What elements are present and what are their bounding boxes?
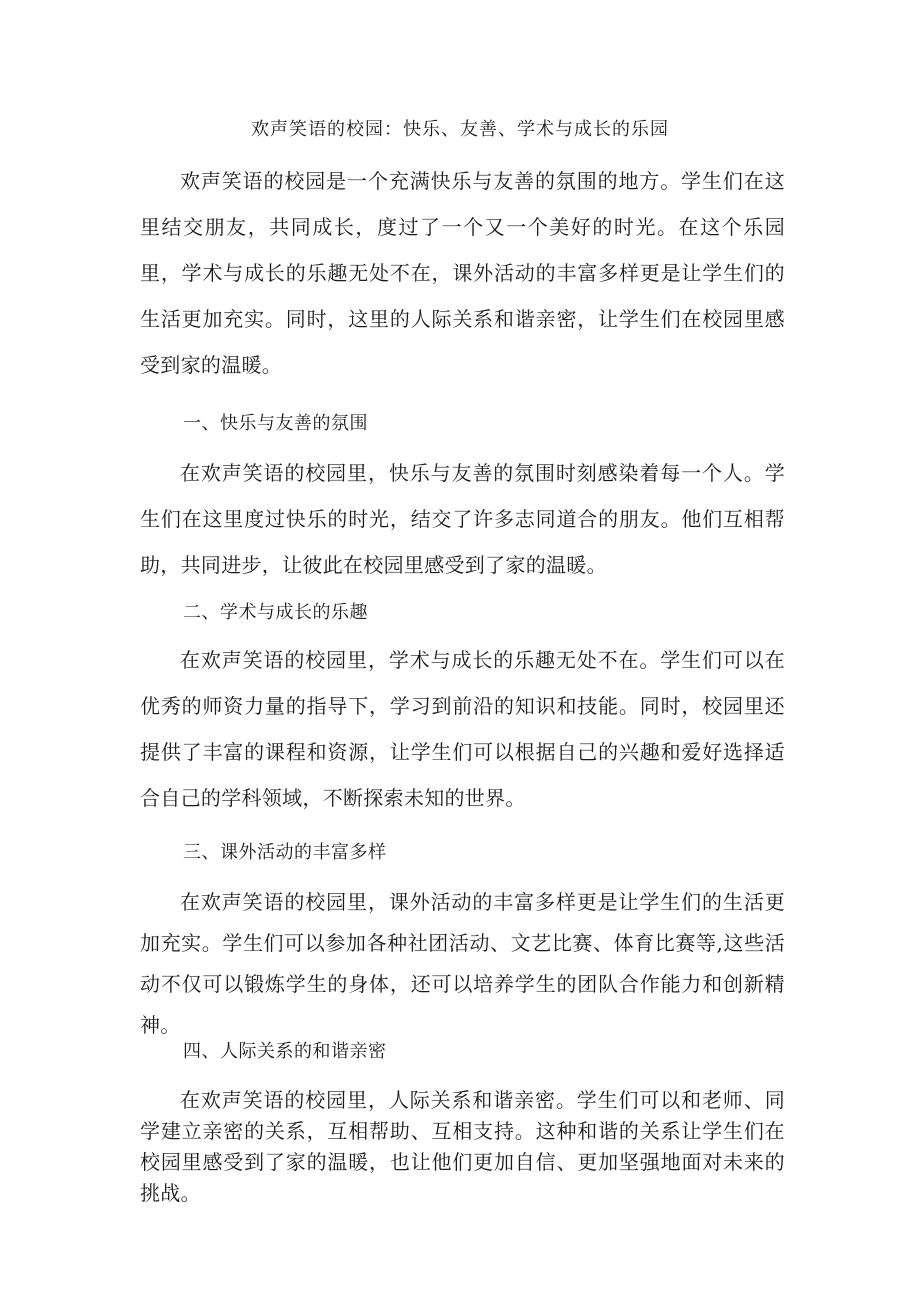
section-heading-4: 四、人际关系的和谐亲密 <box>183 1041 387 1062</box>
section-body-4: 在欢声笑语的校园里，人际关系和谐亲密。学生们可以和老师、同学建立亲密的关系，互相帮助、互相支持。这种和谐的关系让学生们在校园里感受到了家的温暖，也让他们更加自信、更加坚强地面对未来的挑战。 <box>140 1088 785 1205</box>
document-title: 欢声笑语的校园：快乐、友善、学术与成长的乐园 <box>251 119 669 140</box>
section-heading-3: 三、课外活动的丰富多样 <box>183 842 387 863</box>
section-heading-2: 二、学术与成长的乐趣 <box>183 602 368 623</box>
section-heading-1: 一、快乐与友善的氛围 <box>183 413 368 434</box>
intro-paragraph: 欢声笑语的校园是一个充满快乐与友善的氛围的地方。学生们在这里结交朋友，共同成长，度过了一个又一个美好的时光。在这个乐园里，学术与成长的乐趣无处不在，课外活动的丰富多样更是让学生们的生活更加充实。同时，这里的人际关系和谐亲密，让学生们在校园里感受到家的温暖。 <box>140 169 785 377</box>
section-body-3: 在欢声笑语的校园里，课外活动的丰富多样更是让学生们的生活更加充实。学生们可以参加各种社团活动、文艺比赛、体育比赛等,这些活动不仅可以锻炼学生的身体，还可以培养学生的团队合作能力和创新精神。 <box>140 890 785 1037</box>
section-body-1: 在欢声笑语的校园里，快乐与友善的氛围时刻感染着每一个人。学生们在这里度过快乐的时光，结交了许多志同道合的朋友。他们互相帮助，共同进步，让彼此在校园里感受到了家的温暖。 <box>140 461 785 577</box>
section-body-2: 在欢声笑语的校园里，学术与成长的乐趣无处不在。学生们可以在优秀的师资力量的指导下，学习到前沿的知识和技能。同时，校园里还提供了丰富的课程和资源，让学生们可以根据自己的兴趣和爱好选择适合自己的学科领域，不断探索未知的世界。 <box>140 648 785 810</box>
